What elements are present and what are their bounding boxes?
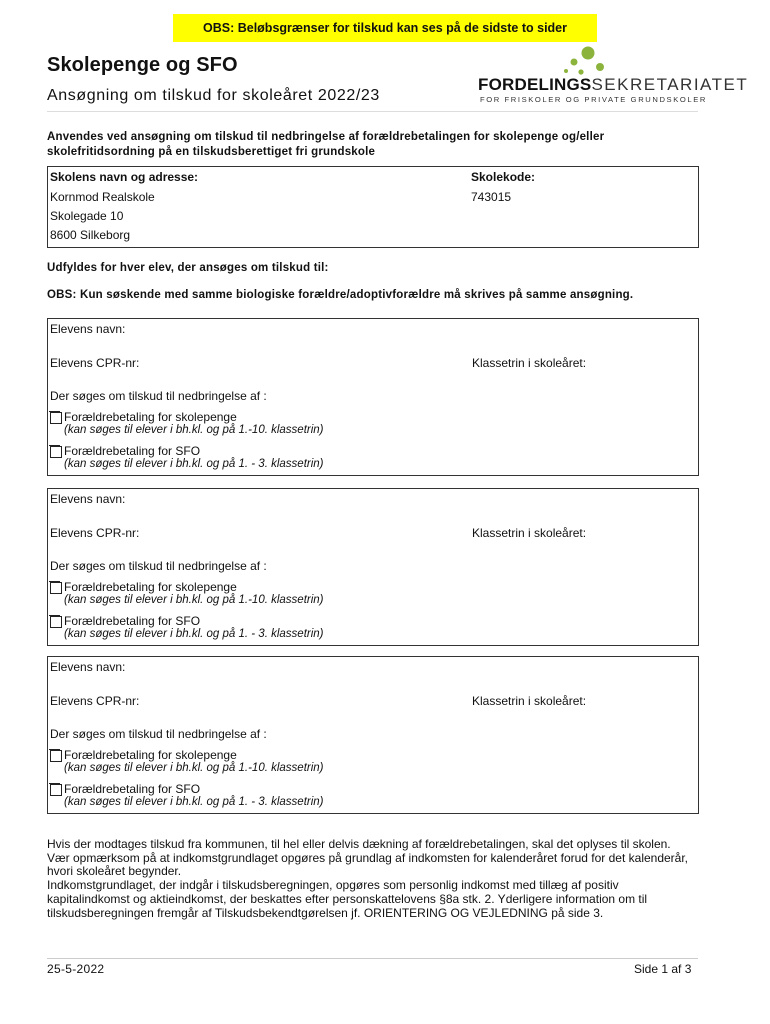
- option-sfo-note: (kan søges til elever i bh.kl. og på 1. - 3. klassetrin): [64, 458, 324, 470]
- student-name-label[interactable]: Elevens navn:: [50, 492, 126, 506]
- footer-divider: [47, 958, 698, 959]
- option-skolepenge-note: (kan søges til elever i bh.kl. og på 1.-10. klassetrin): [64, 424, 324, 436]
- school-info-box: [47, 166, 699, 248]
- option-skolepenge-label: Forældrebetaling for skolepenge: [64, 580, 237, 594]
- school-name-label: Skolens navn og adresse:: [50, 170, 199, 184]
- option-skolepenge-note: (kan søges til elever i bh.kl. og på 1.-10. klassetrin): [64, 762, 324, 774]
- student-name-label[interactable]: Elevens navn:: [50, 660, 126, 674]
- logo-wordmark-light: SEKRETARIATET: [591, 75, 749, 94]
- student-grade-label[interactable]: Klassetrin i skoleåret:: [472, 694, 587, 708]
- checkbox-skolepenge[interactable]: [50, 750, 62, 762]
- student-section: [47, 318, 699, 476]
- page-number: Side 1 af 3: [634, 962, 692, 976]
- checkbox-skolepenge[interactable]: [50, 412, 62, 424]
- option-skolepenge-label: Forældrebetaling for skolepenge: [64, 410, 237, 424]
- logo-tagline: FOR FRISKOLER OG PRIVATE GRUNDSKOLER: [480, 95, 707, 104]
- note-municipal-subsidy: Hvis der modtages tilskud fra kommunen, til hel eller delvis dækning af forældrebetalingen, skal det oplyses til skolen.: [47, 837, 671, 851]
- school-city: 8600 Silkeborg: [50, 228, 131, 242]
- note-income-basis: Indkomstgrundlaget, der indgår i tilskudsberegningen, opgøres som personlig indkomst med tillæg af positiv kapitalindkomst og aktieindkomst, der beskattes efter personskattelovens §8a stk. 2. Yderligere information om til tilskudsberegningen fremgår af Tilskudsbekendtgørelsen jf. ORIENTERING OG VEJLEDNING på side 3.: [47, 878, 648, 920]
- student-grade-label[interactable]: Klassetrin i skoleåret:: [472, 526, 587, 540]
- checkbox-sfo[interactable]: [50, 446, 62, 458]
- intro-text: Anvendes ved ansøgning om tilskud til nedbringelse af forældrebetalingen for skolepenge og/eller skolefritidsordning på en tilskudsberettiget fri grundskole: [47, 131, 605, 158]
- student-grade-label[interactable]: Klassetrin i skoleåret:: [472, 356, 587, 370]
- page-title: Skolepenge og SFO: [47, 54, 238, 76]
- apply-for-label: Der søges om tilskud til nedbringelse af :: [50, 727, 267, 741]
- school-street: Skolegade 10: [50, 209, 124, 223]
- student-section: [47, 488, 699, 646]
- student-name-label[interactable]: Elevens navn:: [50, 322, 126, 336]
- checkbox-sfo[interactable]: [50, 784, 62, 796]
- fordelingssekretariatet-logo: [478, 44, 749, 108]
- apply-for-label: Der søges om tilskud til nedbringelse af :: [50, 559, 267, 573]
- student-cpr-label[interactable]: Elevens CPR-nr:: [50, 356, 140, 370]
- instruction-siblings: OBS: Kun søskende med samme biologiske forældre/adoptivforældre må skrives på samme ansøgning.: [47, 289, 634, 301]
- option-sfo-note: (kan søges til elever i bh.kl. og på 1. - 3. klassetrin): [64, 628, 324, 640]
- school-name: Kornmod Realskole: [50, 190, 155, 204]
- option-sfo-label: Forældrebetaling for SFO: [64, 782, 201, 796]
- obs-notice-banner: OBS: Beløbsgrænser for tilskud kan ses på de sidste to sider: [173, 14, 597, 42]
- information-notes: [47, 838, 697, 920]
- school-code: 743015: [471, 190, 512, 204]
- student-section: [47, 656, 699, 814]
- checkbox-sfo[interactable]: [50, 616, 62, 628]
- student-cpr-label[interactable]: Elevens CPR-nr:: [50, 694, 140, 708]
- instruction-fill-per-student: Udfyldes for hver elev, der ansøges om tilskud til:: [47, 262, 329, 274]
- option-skolepenge-label: Forældrebetaling for skolepenge: [64, 748, 237, 762]
- footer-date: 25-5-2022: [47, 962, 105, 976]
- note-income-year: Vær opmærksom på at indkomstgrundlaget opgøres på grundlag af indkomsten for kalenderåret forud for det kalenderår, hvori skoleåret begynder.: [47, 850, 689, 879]
- page-subtitle: Ansøgning om tilskud for skoleåret 2022/23: [47, 87, 380, 104]
- logo-dots-icon: [478, 44, 698, 78]
- logo-wordmark-bold: FORDELINGS: [478, 75, 592, 94]
- apply-for-label: Der søges om tilskud til nedbringelse af :: [50, 389, 267, 403]
- option-skolepenge-note: (kan søges til elever i bh.kl. og på 1.-10. klassetrin): [64, 594, 324, 606]
- option-sfo-label: Forældrebetaling for SFO: [64, 614, 201, 628]
- option-sfo-note: (kan søges til elever i bh.kl. og på 1. - 3. klassetrin): [64, 796, 324, 808]
- checkbox-skolepenge[interactable]: [50, 582, 62, 594]
- school-code-label: Skolekode:: [471, 170, 536, 184]
- header-divider: [47, 111, 698, 112]
- student-cpr-label[interactable]: Elevens CPR-nr:: [50, 526, 140, 540]
- option-sfo-label: Forældrebetaling for SFO: [64, 444, 201, 458]
- logo-wordmark: [478, 75, 748, 95]
